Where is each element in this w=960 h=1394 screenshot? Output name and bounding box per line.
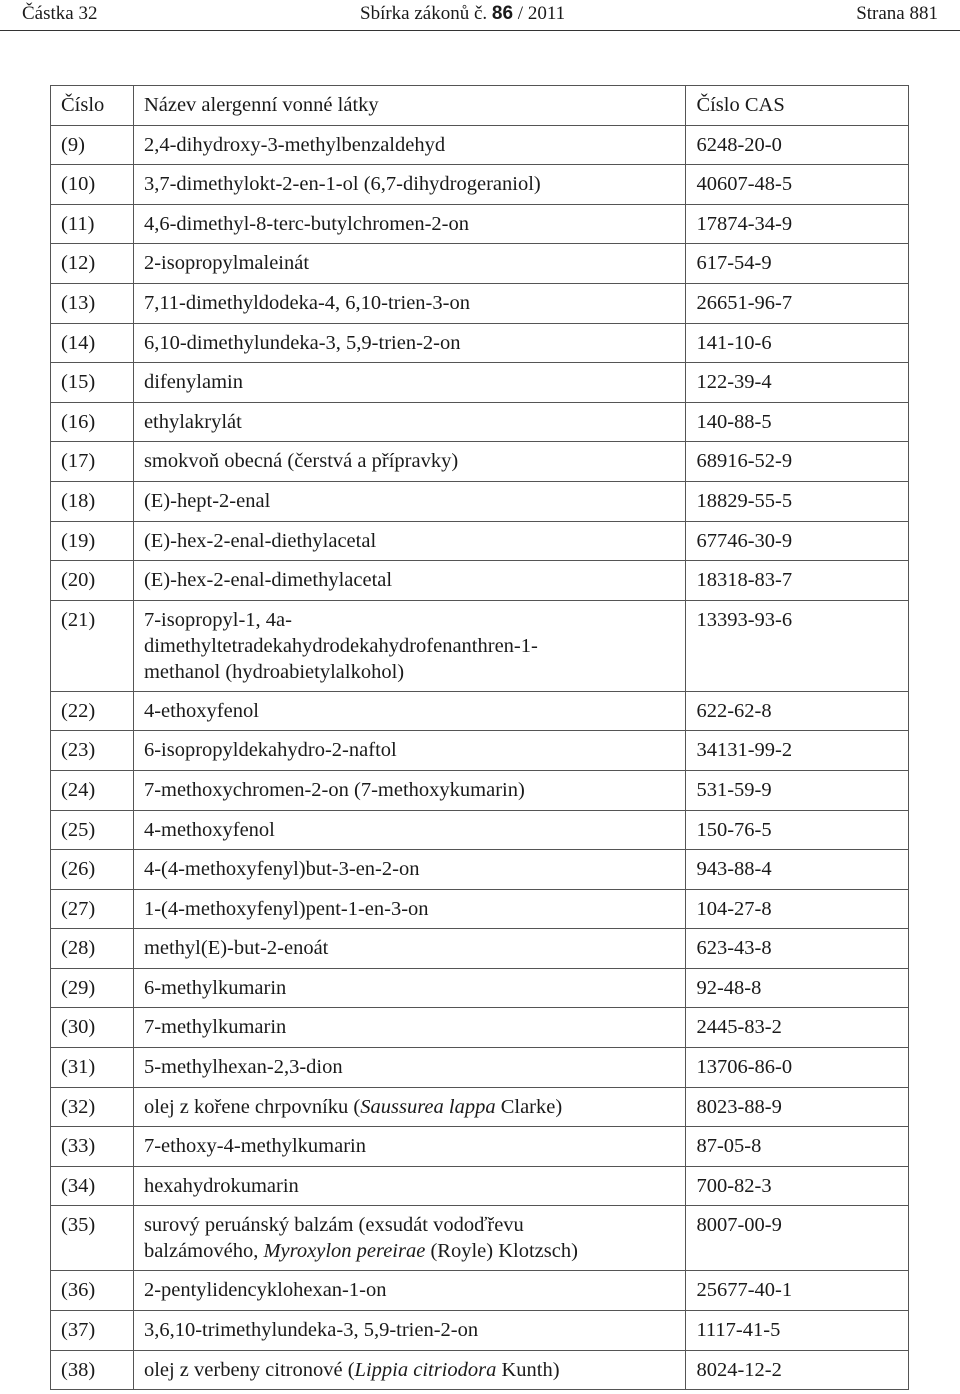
cas-number: 13393-93-6	[686, 600, 909, 691]
substance-name	[133, 1087, 686, 1127]
header-collection-suffix: / 2011	[513, 3, 566, 24]
substance-name-part: olej z verbeny citronové (	[143, 1358, 355, 1381]
allergen-table	[50, 85, 909, 1390]
table-row	[51, 1350, 909, 1390]
substance-name: 4-(4-methoxyfenyl)but-3-en-2-on	[133, 850, 686, 890]
substance-name-part: (Royle) Klotzsch)	[425, 1240, 578, 1263]
substance-name: 4,6-dimethyl-8-terc-butylchromen-2-on	[133, 204, 686, 244]
substance-name-line: surový peruánský balzám (exsudát vodoďřevu	[143, 1214, 524, 1237]
table-row	[51, 929, 909, 969]
table-row	[51, 244, 909, 284]
row-number: (21)	[51, 600, 134, 691]
header-part: Částka 32	[22, 3, 98, 24]
row-number: (17)	[51, 442, 134, 482]
header-page-number: Strana 881	[856, 3, 938, 24]
substance-name-line: methanol (hydroabietylalkohol)	[143, 660, 405, 683]
cas-number: 18318-83-7	[686, 561, 909, 601]
substance-name: 3,6,10-trimethylundeka-3, 5,9-trien-2-on	[133, 1311, 686, 1351]
substance-name-part: balzámového,	[143, 1240, 264, 1263]
table-row	[51, 363, 909, 403]
substance-name: 1-(4-methoxyfenyl)pent-1-en-3-on	[133, 889, 686, 929]
substance-name: 6,10-dimethylundeka-3, 5,9-trien-2-on	[133, 323, 686, 363]
row-number: (37)	[51, 1311, 134, 1351]
table-row	[51, 600, 909, 691]
row-number: (19)	[51, 521, 134, 561]
substance-name: (E)-hex-2-enal-diethylacetal	[133, 521, 686, 561]
table-row	[51, 442, 909, 482]
substance-name: 2,4-dihydroxy-3-methylbenzaldehyd	[133, 125, 686, 165]
cas-number: 8007-00-9	[686, 1206, 909, 1271]
substance-latin-name: Myroxylon pereirae	[263, 1240, 426, 1263]
cas-number: 104-27-8	[686, 889, 909, 929]
substance-latin-name: Saussurea lappa	[360, 1095, 496, 1118]
table-row	[51, 1087, 909, 1127]
substance-name: 2-isopropylmaleinát	[133, 244, 686, 284]
table-header-row	[51, 86, 909, 126]
substance-name: 4-ethoxyfenol	[133, 691, 686, 731]
cas-number: 1117-41-5	[686, 1311, 909, 1351]
row-number: (9)	[51, 125, 134, 165]
cas-number: 140-88-5	[686, 402, 909, 442]
substance-name: 7-ethoxy-4-methylkumarin	[133, 1127, 686, 1167]
cas-number: 67746-30-9	[686, 521, 909, 561]
table-row	[51, 1166, 909, 1206]
cas-number: 87-05-8	[686, 1127, 909, 1167]
row-number: (23)	[51, 731, 134, 771]
row-number: (14)	[51, 323, 134, 363]
substance-name: 5-methylhexan-2,3-dion	[133, 1048, 686, 1088]
substance-name: 6-methylkumarin	[133, 968, 686, 1008]
substance-name-line: dimethyltetradekahydrodekahydrofenanthren-1-	[143, 634, 538, 657]
row-number: (24)	[51, 770, 134, 810]
row-number: (12)	[51, 244, 134, 284]
row-number: (38)	[51, 1350, 134, 1390]
cas-number: 617-54-9	[686, 244, 909, 284]
table-row	[51, 402, 909, 442]
header-collection-prefix: Sbírka zákonů č.	[360, 3, 492, 24]
substance-name: (E)-hex-2-enal-dimethylacetal	[133, 561, 686, 601]
row-number: (26)	[51, 850, 134, 890]
table-row	[51, 770, 909, 810]
row-number: (31)	[51, 1048, 134, 1088]
column-header-name: Název alergenní vonné látky	[133, 86, 686, 126]
table-row	[51, 1271, 909, 1311]
table-row	[51, 1048, 909, 1088]
row-number: (25)	[51, 810, 134, 850]
table-row	[51, 1008, 909, 1048]
row-number: (35)	[51, 1206, 134, 1271]
table-row	[51, 125, 909, 165]
table-row	[51, 283, 909, 323]
table-row	[51, 889, 909, 929]
cas-number: 92-48-8	[686, 968, 909, 1008]
substance-name: 4-methoxyfenol	[133, 810, 686, 850]
row-number: (13)	[51, 283, 134, 323]
table-row	[51, 850, 909, 890]
cas-number: 8023-88-9	[686, 1087, 909, 1127]
substance-name-part: Clarke)	[495, 1095, 563, 1118]
cas-number: 8024-12-2	[686, 1350, 909, 1390]
cas-number: 34131-99-2	[686, 731, 909, 771]
cas-number: 141-10-6	[686, 323, 909, 363]
cas-number: 26651-96-7	[686, 283, 909, 323]
header-collection	[360, 3, 565, 25]
row-number: (32)	[51, 1087, 134, 1127]
row-number: (34)	[51, 1166, 134, 1206]
table-row	[51, 165, 909, 205]
page-header	[0, 0, 960, 31]
substance-name	[133, 1206, 686, 1271]
row-number: (22)	[51, 691, 134, 731]
cas-number: 622-62-8	[686, 691, 909, 731]
cas-number: 68916-52-9	[686, 442, 909, 482]
substance-name: difenylamin	[133, 363, 686, 403]
table-row	[51, 323, 909, 363]
cas-number: 6248-20-0	[686, 125, 909, 165]
row-number: (36)	[51, 1271, 134, 1311]
table-row	[51, 1206, 909, 1271]
cas-number: 623-43-8	[686, 929, 909, 969]
substance-name: methyl(E)-but-2-enoát	[133, 929, 686, 969]
table-row	[51, 810, 909, 850]
table-row	[51, 731, 909, 771]
table-row	[51, 968, 909, 1008]
row-number: (33)	[51, 1127, 134, 1167]
cas-number: 531-59-9	[686, 770, 909, 810]
cas-number: 2445-83-2	[686, 1008, 909, 1048]
row-number: (27)	[51, 889, 134, 929]
table-row	[51, 481, 909, 521]
cas-number: 18829-55-5	[686, 481, 909, 521]
row-number: (11)	[51, 204, 134, 244]
table-row	[51, 1311, 909, 1351]
substance-name: smokvoň obecná (čerstvá a přípravky)	[133, 442, 686, 482]
substance-name	[133, 600, 686, 691]
column-header-cas: Číslo CAS	[686, 86, 909, 126]
column-header-number: Číslo	[51, 86, 134, 126]
row-number: (20)	[51, 561, 134, 601]
substance-name: 7-methoxychromen-2-on (7-methoxykumarin)	[133, 770, 686, 810]
cas-number: 17874-34-9	[686, 204, 909, 244]
substance-name-line: 7-isopropyl-1, 4a-	[143, 608, 292, 631]
substance-name-part: Kunth)	[496, 1358, 560, 1381]
table-row	[51, 204, 909, 244]
substance-name: 6-isopropyldekahydro-2-naftol	[133, 731, 686, 771]
substance-name: (E)-hept-2-enal	[133, 481, 686, 521]
row-number: (16)	[51, 402, 134, 442]
row-number: (10)	[51, 165, 134, 205]
substance-name: ethylakrylát	[133, 402, 686, 442]
substance-name: 3,7-dimethylokt-2-en-1-ol (6,7-dihydrogeraniol)	[133, 165, 686, 205]
row-number: (18)	[51, 481, 134, 521]
table-row	[51, 561, 909, 601]
row-number: (15)	[51, 363, 134, 403]
table-row	[51, 1127, 909, 1167]
substance-name: hexahydrokumarin	[133, 1166, 686, 1206]
table-row	[51, 691, 909, 731]
substance-name: 7,11-dimethyldodeka-4, 6,10-trien-3-on	[133, 283, 686, 323]
cas-number: 40607-48-5	[686, 165, 909, 205]
cas-number: 700-82-3	[686, 1166, 909, 1206]
cas-number: 943-88-4	[686, 850, 909, 890]
cas-number: 13706-86-0	[686, 1048, 909, 1088]
cas-number: 122-39-4	[686, 363, 909, 403]
substance-name: 7-methylkumarin	[133, 1008, 686, 1048]
row-number: (29)	[51, 968, 134, 1008]
substance-latin-name: Lippia citriodora	[354, 1358, 497, 1381]
cas-number: 150-76-5	[686, 810, 909, 850]
substance-name-part: olej z kořene chrpovníku (	[143, 1095, 361, 1118]
table-row	[51, 521, 909, 561]
substance-name	[133, 1350, 686, 1390]
cas-number: 25677-40-1	[686, 1271, 909, 1311]
header-collection-number: 86	[491, 3, 514, 24]
row-number: (28)	[51, 929, 134, 969]
row-number: (30)	[51, 1008, 134, 1048]
substance-name: 2-pentylidencyklohexan-1-on	[133, 1271, 686, 1311]
